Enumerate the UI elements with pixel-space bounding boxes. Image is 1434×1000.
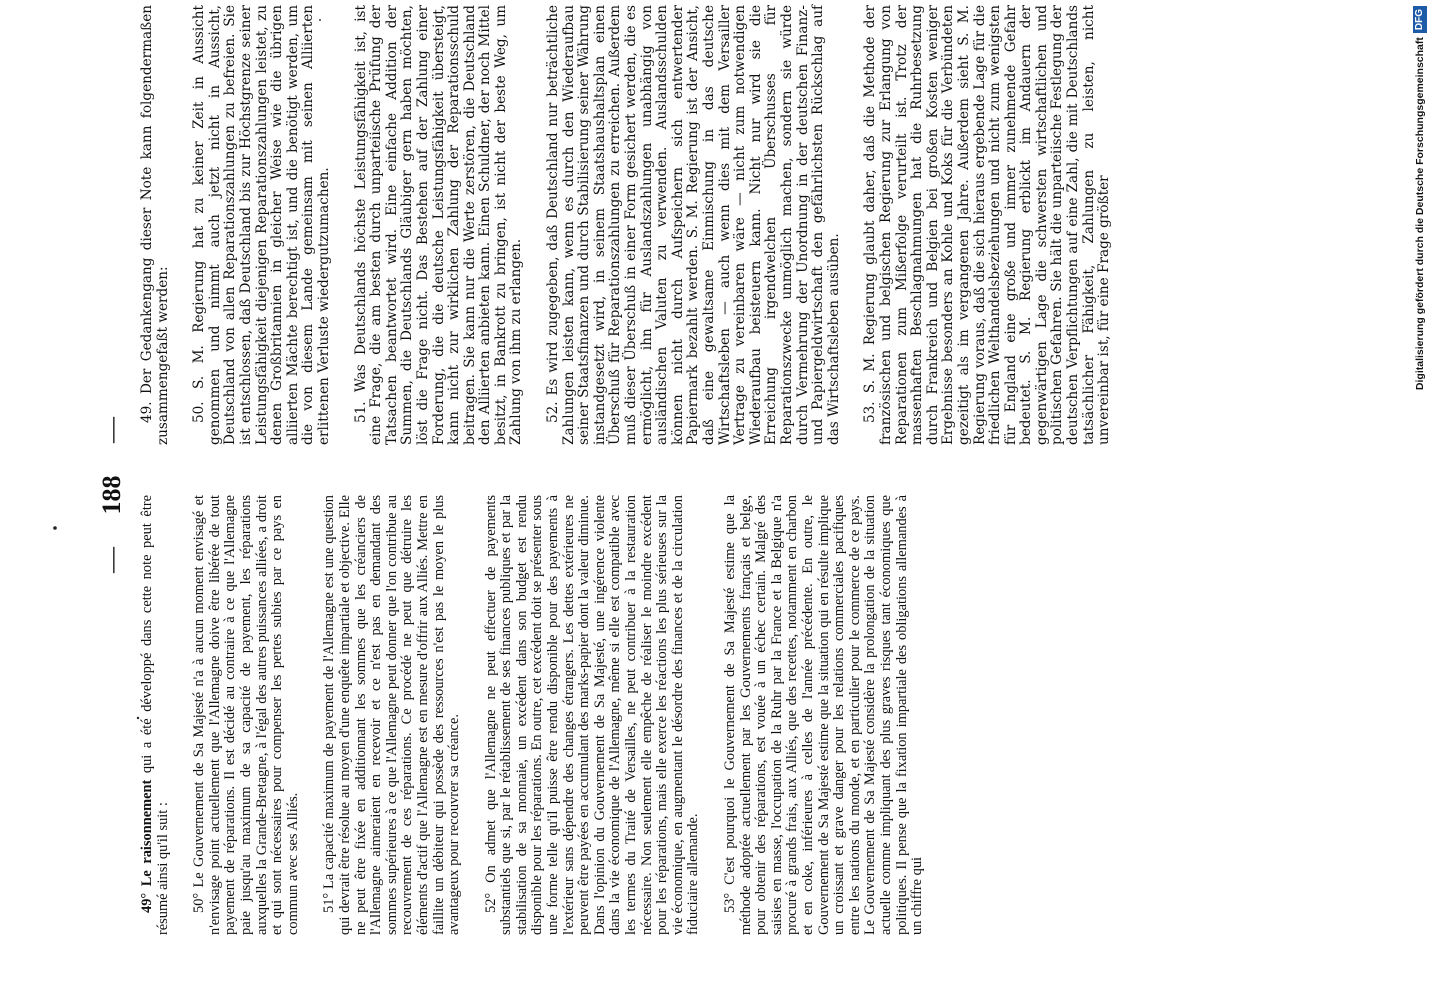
speck-mark	[53, 526, 57, 530]
paragraph-fr-51	[322, 495, 462, 935]
stamp-label: Digitalisierung gefördert durch die Deutsche Forschungsgemeinschaft	[1414, 37, 1426, 391]
header-dash-right: —	[97, 417, 126, 443]
french-column	[140, 495, 947, 935]
paragraph-text: Regierung hat zu keiner Zeit in Aussicht genommen und nimmt auch jetzt nicht in Aussicht, Deutschland von allen Reparationszahlungen zu befreien. Sie ist entschlossen, daß Deutschland bis zur Höchstgrenze seiner Leistungsfähigkeit diejenigen Reparationszahlungen leistet, zu denen Großbritannien in gleicher Weise wie die übrigen alliierten Mächte berechtigt ist, und die benötigt werden, um die von diesem Lande gemeinsam mit seinen Alliierten erlittenen Verluste wiedergutzumachen.	[191, 4, 332, 445]
paragraph-fr-53	[723, 495, 926, 935]
paragraph-text: qui a été développé dans cette note peut être résumé ainsi qu'il suit :	[139, 495, 171, 935]
paragraph-de-49	[140, 5, 171, 445]
paragraph-lead: 52. Es	[545, 378, 562, 423]
paragraph-de-51	[354, 5, 526, 445]
paragraph-text: pourquoi le Gouvernement de Sa Majesté estime que la méthode adoptée actuellement par les Gouvernements français et belge, pour obtenir des réparations, est vouée à un échec certain. Malgré des saisies en masse, l'occupation de la Ruhr par la France et la Belgique n'a procuré à grands frais, aux Alliés, que des recettes, notamment en charbon et en coke, inférieures à celles de l'année précédente. En outre, le Gouvernement de Sa Majesté estime que la situation qui en résulte implique un croissant et grave danger pour les relations commerciales pacifiques entre les nations du monde, et en particulier pour le commerce de ce pays. Le Gouvernement de Sa Majesté considère la prolongation de la situation actuelle comme impliquant des plus graves risques tant économiques que politiques. Il pense que la fixation impartiale des obligations allemandes à un chiffre qui	[722, 495, 926, 935]
paragraph-lead: 52° On	[482, 865, 499, 913]
paragraph-lead: 50° Le	[191, 872, 208, 913]
paragraph-fr-52	[484, 495, 702, 935]
paragraph-text: Deutschlands höchste Leistungsfähigkeit ist, ist eine Frage, die am besten durch unparteiische Prüfung der Tatsachen beantwortet wird. Eine einfache Addition der Summen, die Deutschlands Gläubiger gern haben möchten, löst die Frage nicht. Das Bestehen auf der Zahlung einer Forderung, die die deutsche Leistungsfähigkeit übersteigt, kann nicht zur wirklichen Zahlung der Reparationsschuld beitragen. Sie kann nur die Werte zerstören, die Deutschland den Alliierten anbieten kann. Einen Schuldner, der noch Mittel besitzt, in Bankrott zu bringen, ist nicht der beste Weg, um Zahlung von ihm zu erlangen.	[352, 5, 525, 445]
rotated-page-content	[90, 4, 1330, 975]
paragraph-text: capacité maximum de payement de l'Allemagne est une question qui devrait être résolue au moyen d'une enquête impartiale et objective. Elle ne peut être fixée en additionnant les sommes que les créanciers de l'Allemagne aimeraient en recevoir et ce n'est pas en demandant des sommes supérieures à ce que l'Allemagne peut donner que l'on contribue au recouvrement de ces réparations. Ce procédé ne peut que détruire les éléments d'actif que l'Allemagne est en mesure d'offrir aux Alliés. Mettre en faillite un débiteur qui possède des ressources n'est pas le moyen le plus avantageux pour recouvrer sa créance.	[321, 494, 463, 935]
paragraph-text: wird zugegeben, daß Deutschland nur beträchtliche Zahlungen leisten kann, wenn es durch den Wiederaufbau seiner Staatsfinanzen und durch Stabilisierung seiner Währung instandgesetzt wird, in seinem Staatshaushaltsplan einen Überschuß für Reparationszahlungen zu erreichen. Außerdem muß dieser Überschuß in einer Form gesichert werden, die es ermöglicht, ihn für Auslandszahlungen unabhängig von ausländischen Valuten zu verwenden. Auslandsschulden können nicht durch Aufspeichern sich entwertender Papiermark bezahlt werden. S. M. Regierung ist der Ansicht, daß eine gewaltsame Einmischung in das deutsche Wirtschaftsleben — auch wenn dies mit dem Versailler Vertrage zu vereinbaren wäre — nicht zum notwendigen Wiederaufbau beisteuern kann. Nicht nur wird sie die Erreichung irgendwelchen Überschusses für Reparationszwecke unmöglich machen, sondern sie würde durch Vermehrung der Unordnung in der deutschen Finanz- und Papiergeldwirtschaft den gefährlichsten Rückschlag auf das Wirtschaftsleben ausüben.	[545, 5, 842, 445]
paragraph-text: Gedankengang dieser Note kann folgendermaßen zusammengefaßt werden:	[139, 5, 171, 445]
paragraph-fr-50	[192, 495, 301, 935]
page-number: 188	[97, 475, 126, 515]
paragraph-lead: 51. Was	[352, 364, 369, 423]
paragraph-lead: 50. S. M.	[191, 345, 208, 423]
dfg-logo-icon: DFG	[1413, 6, 1427, 33]
page-header	[90, 15, 134, 975]
paragraph-lead: 53. S. M.	[862, 353, 879, 423]
paragraph-de-52	[546, 5, 842, 445]
paragraph-lead: 49. Der	[139, 368, 155, 423]
header-dash-left: —	[97, 547, 126, 573]
paragraph-text: Regierung glaubt daher, daß die Methode der französischen und belgischen Regierung zur Erlangung von Reparationen zum Mißerfolge verurteilt ist. Trotz der massenhaften Beschlagnahmungen hat die Ruhrbesetzung durch Frankreich und Belgien bei großen Kosten weniger Ergebnisse besonders an Kohle und Koks für die Verbündeten gezeitigt als im vergangenen Jahre. Außerdem sieht S. M. Regierung voraus, daß die sich hieraus ergebende Lage für die friedlichen Welthandelsbeziehungen und nicht zum wenigsten für England eine große und immer zunehmende Gefahr bedeutet. S. M. Regierung erblickt im Andauern der gegenwärtigen Lage die schwersten wirtschaftlichen und politischen Gefahren. Sie hält die unparteiische Festlegung der deutschen Verpflichtungen auf eine Zahl, die mit Deutschlands tatsächlicher Fähigkeit, Zahlungen zu leisten, nicht unvereinbar ist, für eine Frage größter	[862, 5, 1113, 445]
paragraph-fr-49	[140, 495, 171, 935]
paragraph-lead: 51° La	[321, 873, 338, 913]
german-column	[140, 5, 1134, 445]
paragraph-lead: 49° Le raisonnement	[139, 779, 155, 913]
digitization-stamp-text	[1408, 6, 1432, 986]
paragraph-de-50	[192, 5, 332, 445]
digitization-stamp	[1408, 6, 1432, 986]
paragraph-text: Gouvernement de Sa Majesté n'a à aucun moment envisagé et n'envisage point actuellement que l'Allemagne doive être libérée de tout payement de réparations. Il est décidé au contraire à ce que l'Allemagne paie jusqu'au maximum de sa capacité de payement, les réparations auxquelles la Grande-Bretagne, à l'égal des autres puissances alliées, a droit et qui sont nécessaires pour compenser les pertes subies par ce pays en commun avec ses Alliés.	[191, 495, 301, 935]
paragraph-lead: 53° C'est	[722, 856, 738, 913]
paragraph-text: admet que l'Allemagne ne peut effectuer de payements substantiels que si, par le rétablissement de ses finances publiques et par la stabilisation de sa monnaie, un excédent dans son budget est rendu disponible pour les réparations. En outre, cet excédent doit se présenter sous une forme telle qu'il puisse être rendu disponible pour des payements à l'extérieur sans dépendre des changes étrangers. Les dettes extérieures ne peuvent être payées en accumulant des marks-papier dont la valeur diminue. Dans l'opinion du Gouvernement de Sa Majesté, une ingérence violente dans la vie économique de l'Allemagne, même si elle est compatible avec les termes du Traité de Versailles, ne peut contribuer à la restauration nécessaire. Non seulement elle empêche de réaliser le moindre excédent pour les réparations, mais elle exerce les réactions les plus sérieuses sur la vie économique, en augmentant le désordre des finances et de la circulation fiduciaire allemande.	[482, 495, 702, 935]
paragraph-de-53	[863, 5, 1113, 445]
